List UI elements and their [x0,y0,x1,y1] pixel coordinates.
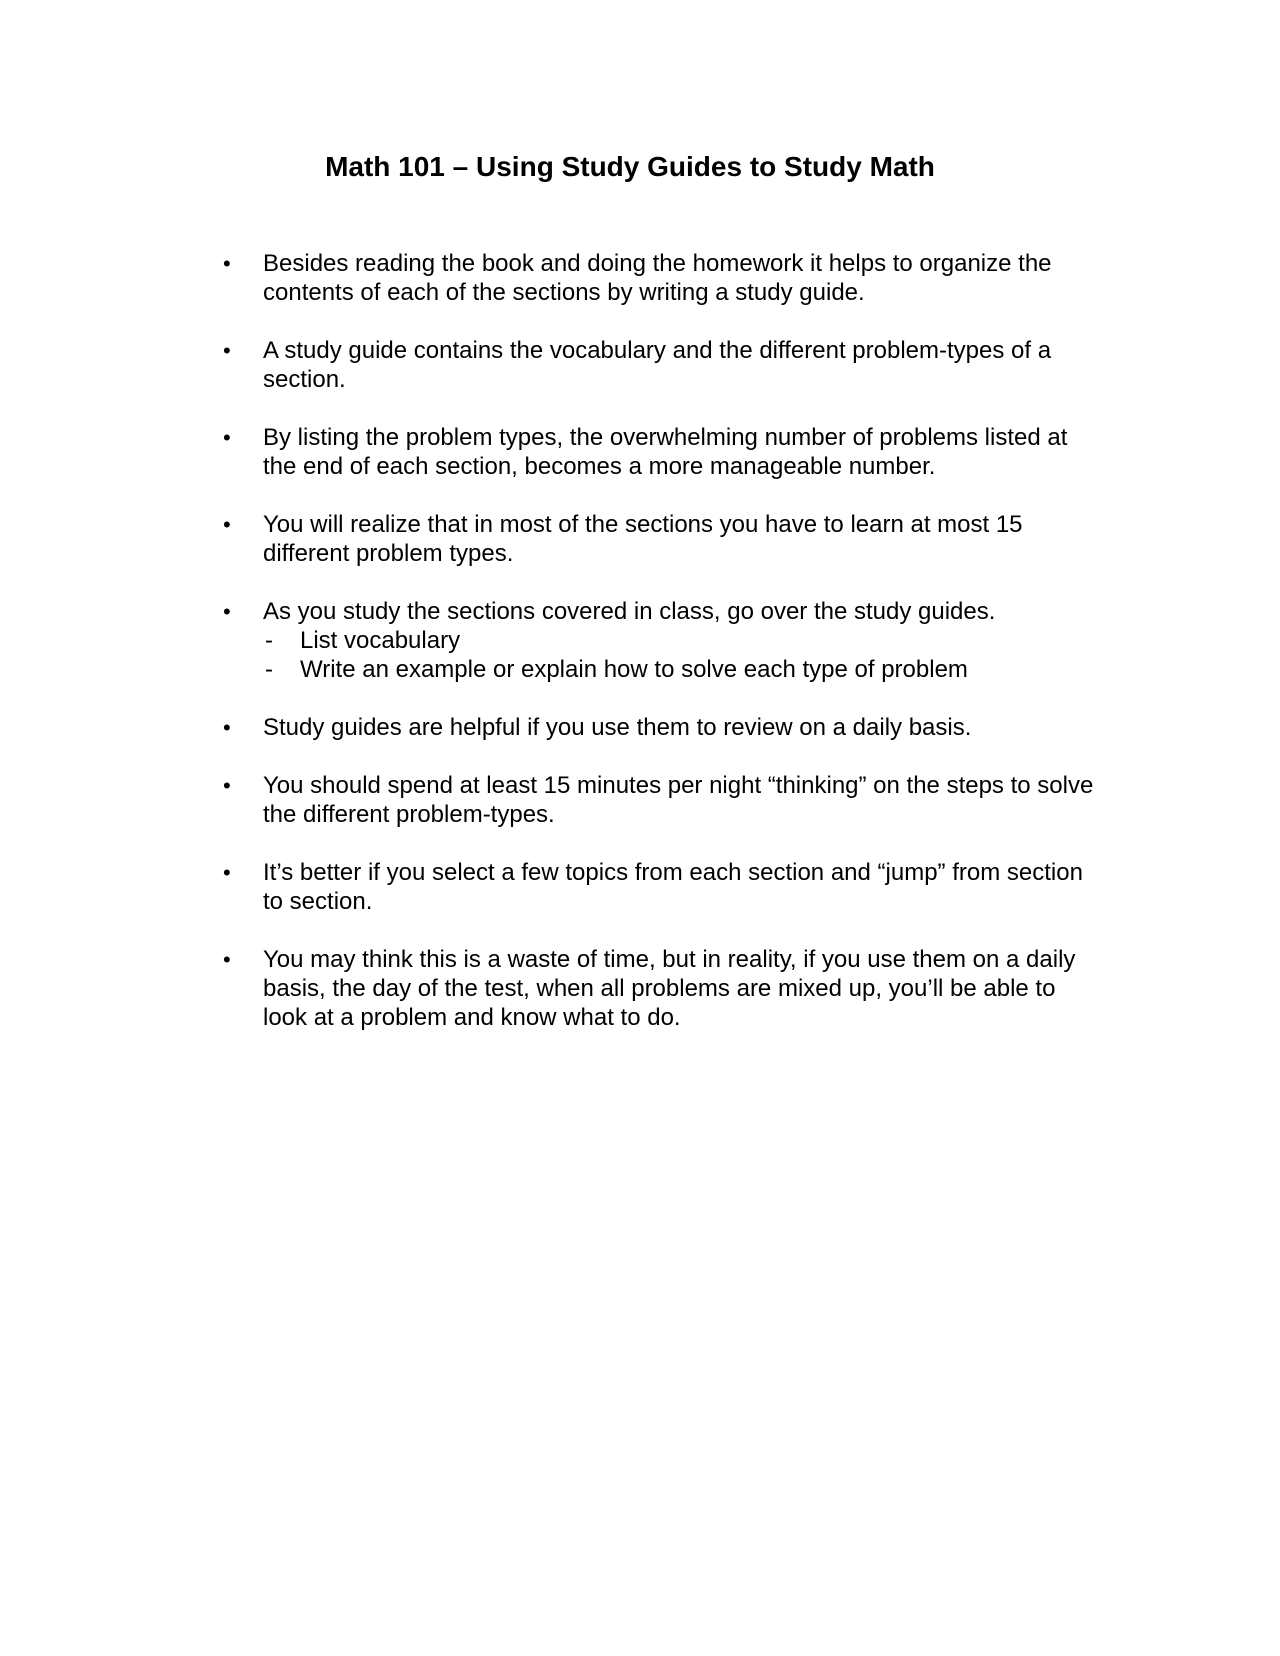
bullet-item [223,597,1103,684]
bullet-icon: • [223,773,231,798]
bullet-item [223,858,1103,916]
sub-item-text: List vocabulary [300,627,461,654]
sub-item [263,655,1103,684]
bullet-text: As you study the sections covered in class, go over the study guides. [263,598,996,625]
dash-icon: - [265,627,273,654]
bullet-item [223,713,1103,742]
bullet-icon: • [223,599,231,624]
bullet-item [223,771,1103,829]
bullet-text: Besides reading the book and doing the homework it helps to organize the contents of each of the sections by writing a study guide. [263,250,1052,306]
bullet-text: You will realize that in most of the sections you have to learn at most 15 different problem types. [263,511,1023,567]
bullet-text: You should spend at least 15 minutes per night “thinking” on the steps to solve the different problem-types. [263,772,1094,828]
bullet-icon: • [223,425,231,450]
bullet-item [223,336,1103,394]
dash-icon: - [265,656,273,683]
bullet-text: Study guides are helpful if you use them to review on a daily basis. [263,714,972,741]
bullet-icon: • [223,512,231,537]
bullet-item [223,510,1103,568]
sub-item [263,626,1103,655]
bullet-text: A study guide contains the vocabulary and the different problem-types of a section. [263,337,1052,393]
bullet-item [223,249,1103,307]
bullet-text: It’s better if you select a few topics from each section and “jump” from section to section. [263,859,1083,915]
bullet-icon: • [223,251,231,276]
bullet-text: By listing the problem types, the overwhelming number of problems listed at the end of each section, becomes a more manageable number. [263,424,1068,480]
bullet-item [223,945,1103,1032]
bullet-icon: • [223,338,231,363]
bullet-icon: • [223,715,231,740]
bullet-icon: • [223,947,231,972]
bullet-item [223,423,1103,481]
bullet-icon: • [223,860,231,885]
sub-item-text: Write an example or explain how to solve each type of problem [300,656,968,683]
bullet-text: You may think this is a waste of time, but in reality, if you use them on a daily basis, the day of the test, when all problems are mixed up, you’ll be able to look at a problem and know what to do. [263,946,1076,1031]
bullet-list [223,249,1103,1061]
page-title: Math 101 – Using Study Guides to Study Math [325,151,935,182]
